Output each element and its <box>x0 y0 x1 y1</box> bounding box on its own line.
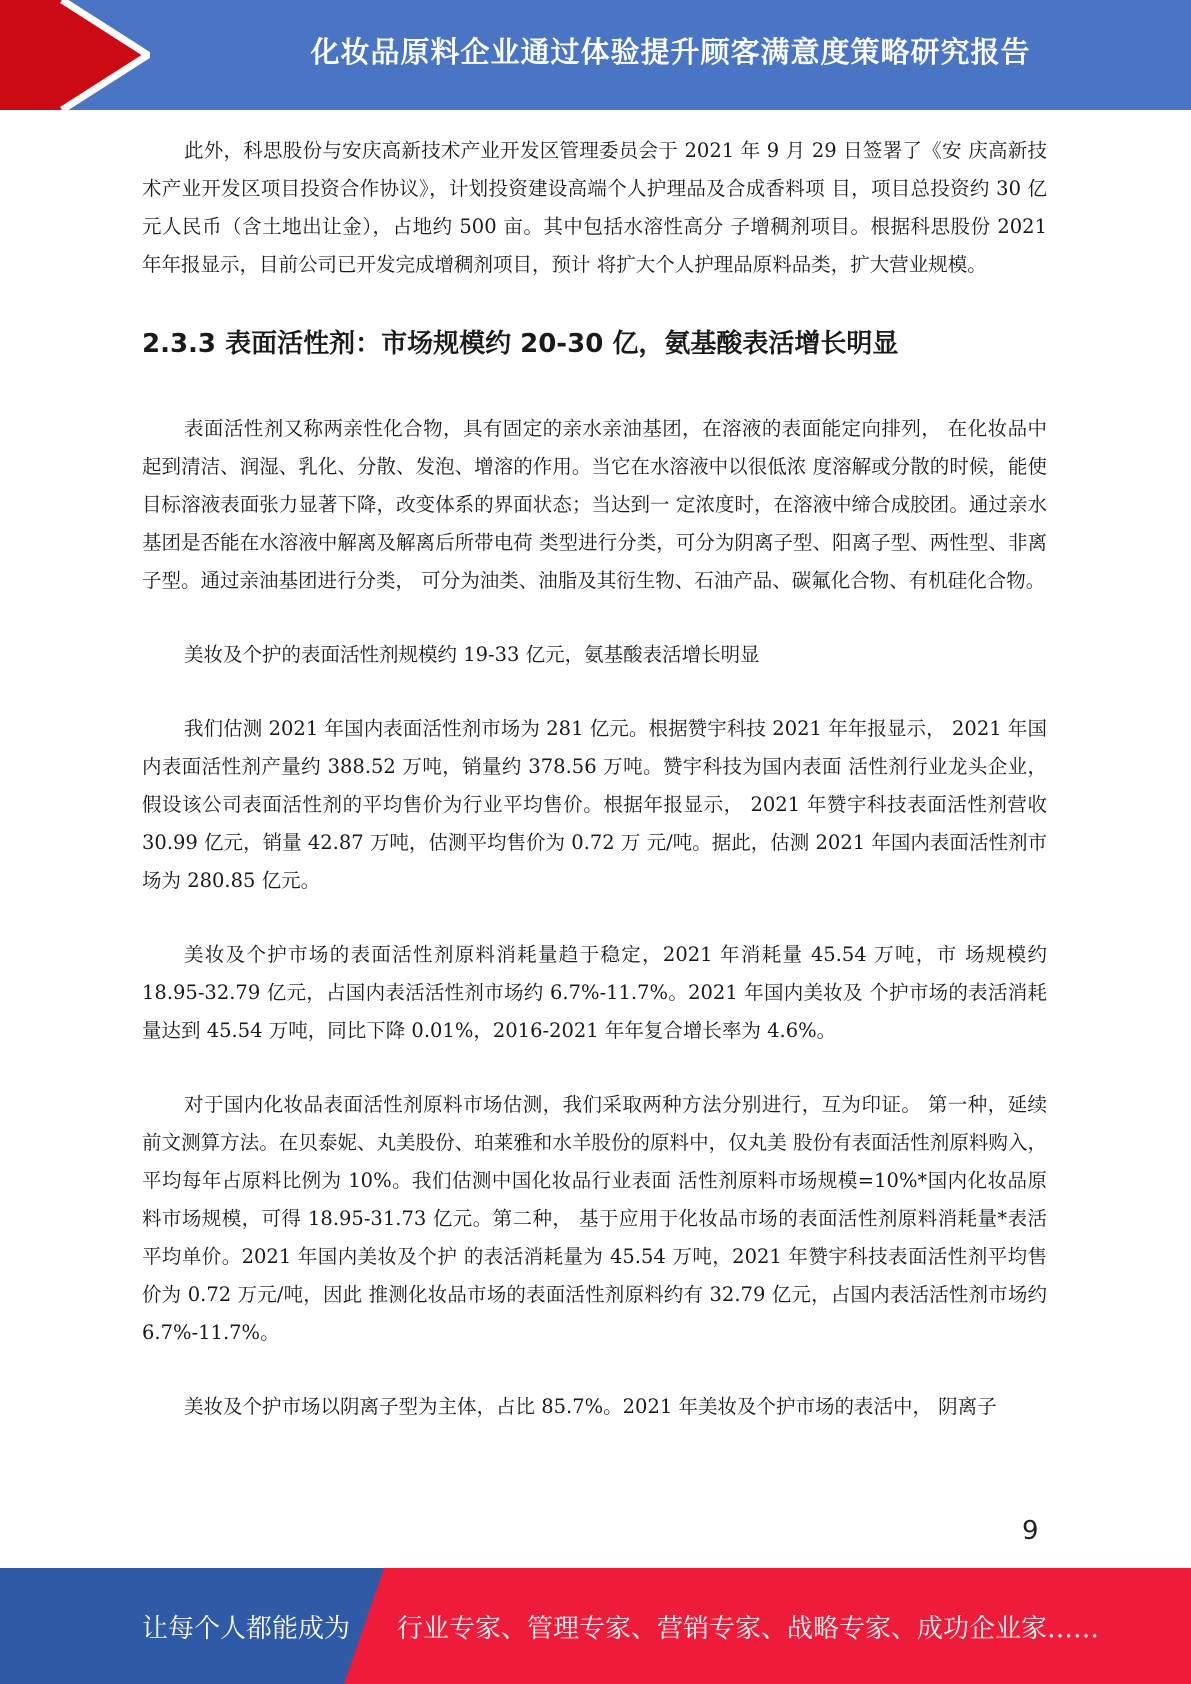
page-number: 9 <box>1022 1516 1039 1546</box>
footer-slogan-left: 让每个人都能成为 <box>142 1613 351 1644</box>
paragraph: 我们估测 2021 年国内表面活性剂市场为 281 亿元。根据赞宇科技 2021 年年报显示， 2021 年国内表面活性剂产量约 388.52 万吨，销量约 378.56 万吨。赞宇科技为国内表面 活性剂行业龙头企业，假设该公司表面活性剂的平均售价为行业平均售价。根据年报显示， 2021 年赞宇科技表面活性剂营收 30.99 亿元，销量 42.87 万吨，估测平均售价为 0.72 万 元/吨。据此，估测 2021 年国内表面活性剂市场为 280.85 亿元。 <box>142 717 1047 892</box>
section-heading: 2.3.3 表面活性剂：市场规模约 20-30 亿，氨基酸表活增长明显 <box>142 329 899 359</box>
paragraph: 美妆及个护市场以阴离子型为主体，占比 85.7%。2021 年美妆及个护市场的表活中， 阴离子 <box>184 1395 997 1418</box>
page-header <box>0 0 1191 110</box>
paragraph: 美妆及个护市场的表面活性剂原料消耗量趋于稳定，2021 年消耗量 45.54 万吨，市 场规模约 18.95-32.79 亿元，占国内表活活性剂市场约 6.7%-11.7%。2021 年国内美妆及 个护市场的表活消耗量达到 45.54 万吨，同比下降 0.01%，2016-2021 年年复合增长率为 4.6%。 <box>142 943 1047 1042</box>
page-footer <box>0 1568 1191 1684</box>
header-title: 化妆品原料企业通过体验提升顾客满意度策略研究报告 <box>310 34 1031 69</box>
subheading-paragraph: 美妆及个护的表面活性剂规模约 19-33 亿元，氨基酸表活增长明显 <box>184 643 760 666</box>
paragraph: 表面活性剂又称两亲性化合物，具有固定的亲水亲油基团，在溶液的表面能定向排列， 在化妆品中起到清洁、润湿、乳化、分散、发泡、增溶的作用。当它在水溶液中以很低浓 度溶解或分散的时候，能使目标溶液表面张力显著下降，改变体系的界面状态；当达到一 定浓度时，在溶液中缔合成胶团。通过亲水基团是否能在水溶液中解离及解离后所带电荷 类型进行分类，可分为阴离子型、阳离子型、两性型、非离子型。通过亲油基团进行分类， 可分为油类、油脂及其衍生物、石油产品、碳氟化合物、有机硅化合物。 <box>142 417 1047 592</box>
paragraph: 对于国内化妆品表面活性剂原料市场估测，我们采取两种方法分别进行，互为印证。 第一种，延续前文测算方法。在贝泰妮、丸美股份、珀莱雅和水羊股份的原料中，仅丸美 股份有表面活性剂原料购入，平均每年占原料比例为 10%。我们估测中国化妆品行业表面 活性剂原料市场规模=10%*国内化妆品原料市场规模，可得 18.95-31.73 亿元。第二种， 基于应用于化妆品市场的表面活性剂原料消耗量*表活平均单价。2021 年国内美妆及个护 的表活消耗量为 45.54 万吨，2021 年赞宇科技表面活性剂平均售价为 0.72 万元/吨，因此 推测化妆品市场的表面活性剂原料约有 32.79 亿元，占国内表活活性剂市场约 6.7%-11.7%。 <box>142 1093 1047 1344</box>
footer-slogan-right: 行业专家、管理专家、营销专家、战略专家、成功企业家…… <box>397 1613 1100 1644</box>
report-body <box>142 132 1047 1426</box>
paragraph: 此外，科思股份与安庆高新技术产业开发区管理委员会于 2021 年 9 月 29 日签署了《安 庆高新技术产业开发区项目投资合作协议》，计划投资建设高端个人护理品及合成香料项 目，项目总投资约 30 亿元人民币（含土地出让金），占地约 500 亩。其中包括水溶性高分 子增稠剂项目。根据科思股份 2021 年年报显示，目前公司已开发完成增稠剂项目，预计 将扩大个人护理品原料品类，扩大营业规模。 <box>142 139 1047 276</box>
header-arrow-decoration <box>0 0 150 110</box>
